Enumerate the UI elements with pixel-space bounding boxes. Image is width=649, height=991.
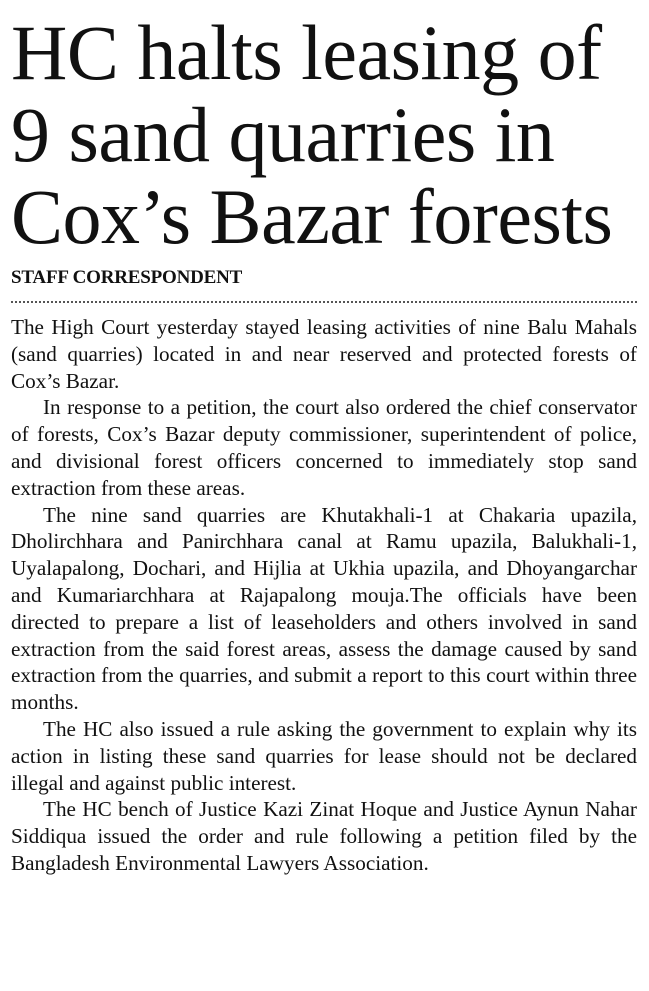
headline-line-3: Cox’s Bazar forests: [11, 173, 613, 260]
article-body: [11, 314, 637, 877]
paragraph-4: The HC also issued a rule asking the government to explain why its action in listing these sand quarries for lease should not be declared illegal and against public interest.: [11, 716, 637, 795]
headline: [11, 9, 637, 260]
headline-line-2: 9 sand quarries in: [11, 91, 555, 178]
news-article: [11, 9, 637, 877]
paragraph-2: In response to a petition, the court also ordered the chief conservator of forests, Cox’s Bazar deputy commissioner, superintendent of police, and divisional forest officers concerned to immediately stop sand extraction from these areas.: [11, 395, 637, 500]
headline-line-1: HC halts leasing of: [11, 9, 602, 96]
dotted-divider: [11, 301, 637, 303]
paragraph-5: The HC bench of Justice Kazi Zinat Hoque and Justice Aynun Nahar Siddiqua issued the order and rule following a petition filed by the Bangladesh Environmental Lawyers Association.: [11, 797, 637, 875]
paragraph-1: The High Court yesterday stayed leasing activities of nine Balu Mahals (sand quarries) located in and near reserved and protected forests of Cox’s Bazar.: [11, 315, 637, 393]
byline: STAFF CORRESPONDENT: [11, 267, 243, 288]
paragraph-3: The nine sand quarries are Khutakhali-1 at Chakaria upazila, Dholirchhara and Panirchhara canal at Ramu upazila, Balukhali-1, Uyalapalong, Dochari, and Hijlia at Ukhia upazila, and Dhoyangarchar and Kumariarchhara at Rajapalong mouja.The officials have been directed to prepare a list of leaseholders and others involved in sand extraction from the said forest areas, assess the damage caused by sand extraction from the quarries, and submit a report to this court within three months.: [11, 502, 637, 715]
